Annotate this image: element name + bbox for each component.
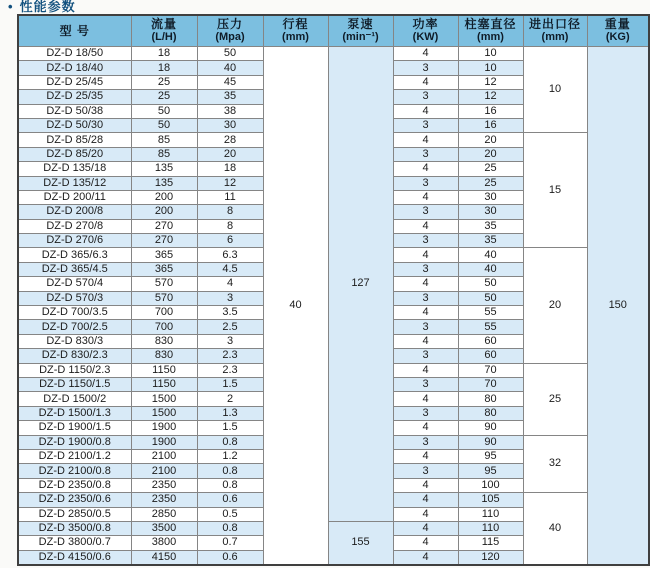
column-header-unit: (mm): [541, 31, 569, 43]
cell-plunger-diameter: 25: [458, 176, 523, 190]
cell-pressure: 2.5: [197, 320, 263, 334]
cell-flow: 570: [131, 291, 197, 305]
cell-model: DZ-D 570/4: [18, 277, 131, 291]
cell-plunger-diameter: 16: [458, 104, 523, 118]
cell-model: DZ-D 85/20: [18, 147, 131, 161]
cell-model: DZ-D 270/6: [18, 234, 131, 248]
cell-power: 3: [393, 291, 458, 305]
column-header-flow: [131, 15, 197, 47]
cell-pressure: 2.3: [197, 363, 263, 377]
cell-plunger-diameter: 50: [458, 291, 523, 305]
column-header-label: 型 号: [59, 23, 90, 38]
cell-pressure: 3: [197, 291, 263, 305]
cell-pressure: 50: [197, 47, 263, 61]
cell-model: DZ-D 1150/1.5: [18, 377, 131, 391]
column-header-stroke: [263, 15, 328, 47]
cell-model: DZ-D 3500/0.8: [18, 521, 131, 535]
cell-pressure: 38: [197, 104, 263, 118]
column-header-label: 流量: [150, 17, 177, 31]
column-header-unit: (mm): [282, 31, 309, 43]
column-header-label: 泵速: [347, 17, 374, 31]
cell-plunger-diameter: 50: [458, 277, 523, 291]
cell-flow: 3800: [131, 536, 197, 550]
cell-flow: 570: [131, 277, 197, 291]
column-header-power: [393, 15, 458, 47]
cell-pressure: 0.8: [197, 464, 263, 478]
cell-power: 4: [393, 133, 458, 147]
cell-model: DZ-D 85/28: [18, 133, 131, 147]
cell-flow: 25: [131, 75, 197, 89]
cell-flow: 270: [131, 219, 197, 233]
cell-flow: 1150: [131, 363, 197, 377]
cell-flow: 270: [131, 234, 197, 248]
cell-power: 3: [393, 61, 458, 75]
cell-power: 3: [393, 118, 458, 132]
cell-plunger-diameter: 12: [458, 90, 523, 104]
cell-plunger-diameter: 90: [458, 435, 523, 449]
cell-flow: 4150: [131, 550, 197, 565]
cell-plunger-diameter: 20: [458, 133, 523, 147]
cell-pressure: 20: [197, 147, 263, 161]
cell-pressure: 28: [197, 133, 263, 147]
cell-pressure: 1.2: [197, 449, 263, 463]
cell-pressure: 4: [197, 277, 263, 291]
cell-inlet-outlet: 25: [523, 363, 587, 435]
cell-pressure: 8: [197, 205, 263, 219]
cell-pressure: 1.3: [197, 406, 263, 420]
cell-model: DZ-D 18/40: [18, 61, 131, 75]
cell-power: 3: [393, 349, 458, 363]
cell-model: DZ-D 135/12: [18, 176, 131, 190]
cell-model: DZ-D 365/4.5: [18, 262, 131, 276]
cell-flow: 2100: [131, 464, 197, 478]
cell-pressure: 0.8: [197, 521, 263, 535]
cell-model: DZ-D 25/35: [18, 90, 131, 104]
cell-pressure: 0.8: [197, 435, 263, 449]
cell-power: 4: [393, 550, 458, 565]
cell-power: 4: [393, 493, 458, 507]
cell-flow: 85: [131, 147, 197, 161]
column-header-label: 进出口径: [528, 17, 581, 31]
cell-power: 3: [393, 262, 458, 276]
cell-plunger-diameter: 95: [458, 464, 523, 478]
cell-flow: 200: [131, 205, 197, 219]
column-header-model: [18, 15, 131, 47]
page-title: [8, 0, 76, 14]
cell-plunger-diameter: 55: [458, 306, 523, 320]
cell-plunger-diameter: 115: [458, 536, 523, 550]
cell-flow: 700: [131, 306, 197, 320]
cell-pressure: 0.5: [197, 507, 263, 521]
cell-flow: 1150: [131, 377, 197, 391]
cell-power: 4: [393, 421, 458, 435]
cell-model: DZ-D 2350/0.6: [18, 493, 131, 507]
cell-model: DZ-D 3800/0.7: [18, 536, 131, 550]
cell-plunger-diameter: 55: [458, 320, 523, 334]
cell-flow: 2100: [131, 449, 197, 463]
cell-flow: 50: [131, 118, 197, 132]
cell-power: 4: [393, 536, 458, 550]
cell-flow: 2350: [131, 493, 197, 507]
cell-power: 3: [393, 406, 458, 420]
cell-model: DZ-D 1150/2.3: [18, 363, 131, 377]
cell-plunger-diameter: 12: [458, 75, 523, 89]
cell-flow: 700: [131, 320, 197, 334]
cell-plunger-diameter: 80: [458, 406, 523, 420]
cell-power: 4: [393, 392, 458, 406]
cell-model: DZ-D 830/2.3: [18, 349, 131, 363]
cell-pressure: 6: [197, 234, 263, 248]
cell-flow: 3500: [131, 521, 197, 535]
cell-plunger-diameter: 10: [458, 47, 523, 61]
cell-power: 3: [393, 435, 458, 449]
cell-flow: 18: [131, 47, 197, 61]
column-header-unit: (min⁻¹): [342, 31, 379, 43]
cell-plunger-diameter: 30: [458, 190, 523, 204]
cell-flow: 2850: [131, 507, 197, 521]
cell-model: DZ-D 200/8: [18, 205, 131, 219]
cell-power: 4: [393, 306, 458, 320]
cell-plunger-diameter: 95: [458, 449, 523, 463]
cell-flow: 1900: [131, 421, 197, 435]
cell-flow: 1500: [131, 406, 197, 420]
cell-power: 4: [393, 47, 458, 61]
cell-model: DZ-D 830/3: [18, 334, 131, 348]
cell-power: 4: [393, 219, 458, 233]
cell-power: 4: [393, 248, 458, 262]
cell-power: 3: [393, 234, 458, 248]
cell-power: 4: [393, 190, 458, 204]
cell-plunger-diameter: 30: [458, 205, 523, 219]
cell-model: DZ-D 50/38: [18, 104, 131, 118]
cell-model: DZ-D 1500/1.3: [18, 406, 131, 420]
cell-plunger-diameter: 20: [458, 147, 523, 161]
cell-model: DZ-D 570/3: [18, 291, 131, 305]
cell-plunger-diameter: 70: [458, 363, 523, 377]
cell-plunger-diameter: 35: [458, 234, 523, 248]
cell-pressure: 4.5: [197, 262, 263, 276]
cell-inlet-outlet: 10: [523, 47, 587, 133]
cell-pressure: 8: [197, 219, 263, 233]
cell-plunger-diameter: 100: [458, 478, 523, 492]
cell-model: DZ-D 700/2.5: [18, 320, 131, 334]
cell-model: DZ-D 2850/0.5: [18, 507, 131, 521]
cell-power: 3: [393, 176, 458, 190]
cell-flow: 365: [131, 262, 197, 276]
cell-power: 4: [393, 507, 458, 521]
cell-pressure: 0.6: [197, 493, 263, 507]
cell-plunger-diameter: 120: [458, 550, 523, 565]
cell-plunger-diameter: 16: [458, 118, 523, 132]
cell-flow: 2350: [131, 478, 197, 492]
cell-flow: 200: [131, 190, 197, 204]
cell-pump-speed: 155: [328, 521, 393, 565]
cell-plunger-diameter: 10: [458, 61, 523, 75]
cell-model: DZ-D 25/45: [18, 75, 131, 89]
column-header-label: 压力: [216, 17, 243, 31]
cell-flow: 135: [131, 162, 197, 176]
cell-pressure: 6.3: [197, 248, 263, 262]
cell-power: 4: [393, 521, 458, 535]
cell-model: DZ-D 2100/0.8: [18, 464, 131, 478]
cell-model: DZ-D 1900/1.5: [18, 421, 131, 435]
cell-power: 4: [393, 162, 458, 176]
cell-power: 4: [393, 363, 458, 377]
cell-plunger-diameter: 40: [458, 248, 523, 262]
cell-power: 3: [393, 320, 458, 334]
cell-pressure: 0.8: [197, 478, 263, 492]
cell-flow: 18: [131, 61, 197, 75]
cell-pressure: 45: [197, 75, 263, 89]
cell-model: DZ-D 200/11: [18, 190, 131, 204]
bullet-icon: •: [8, 0, 14, 14]
column-header-weight: [587, 15, 649, 47]
cell-pressure: 3: [197, 334, 263, 348]
cell-flow: 25: [131, 90, 197, 104]
cell-pressure: 11: [197, 190, 263, 204]
column-header-unit: (KW): [412, 31, 439, 43]
column-header-inlet-outlet: [523, 15, 587, 47]
cell-inlet-outlet: 15: [523, 133, 587, 248]
cell-flow: 830: [131, 349, 197, 363]
cell-pressure: 3.5: [197, 306, 263, 320]
cell-plunger-diameter: 25: [458, 162, 523, 176]
cell-power: 4: [393, 449, 458, 463]
column-header-label: 重量: [604, 17, 631, 31]
cell-pressure: 2.3: [197, 349, 263, 363]
cell-plunger-diameter: 60: [458, 349, 523, 363]
cell-power: 3: [393, 377, 458, 391]
column-header-plunger-dia: [458, 15, 523, 47]
cell-power: 4: [393, 75, 458, 89]
cell-flow: 830: [131, 334, 197, 348]
cell-inlet-outlet: 32: [523, 435, 587, 493]
column-header-unit: (KG): [605, 31, 630, 43]
cell-stroke: 40: [263, 47, 328, 566]
cell-model: DZ-D 365/6.3: [18, 248, 131, 262]
cell-pressure: 35: [197, 90, 263, 104]
cell-plunger-diameter: 35: [458, 219, 523, 233]
column-header-unit: (L/H): [151, 31, 177, 43]
cell-power: 3: [393, 90, 458, 104]
cell-pressure: 12: [197, 176, 263, 190]
cell-plunger-diameter: 110: [458, 507, 523, 521]
cell-plunger-diameter: 40: [458, 262, 523, 276]
cell-flow: 50: [131, 104, 197, 118]
cell-pressure: 2: [197, 392, 263, 406]
cell-pressure: 0.6: [197, 550, 263, 565]
column-header-label: 行程: [282, 17, 309, 31]
cell-model: DZ-D 2350/0.8: [18, 478, 131, 492]
cell-power: 3: [393, 205, 458, 219]
cell-flow: 85: [131, 133, 197, 147]
cell-model: DZ-D 135/18: [18, 162, 131, 176]
cell-model: DZ-D 270/8: [18, 219, 131, 233]
cell-power: 3: [393, 147, 458, 161]
table-body: [18, 47, 649, 566]
cell-flow: 1900: [131, 435, 197, 449]
cell-power: 4: [393, 104, 458, 118]
cell-pressure: 0.7: [197, 536, 263, 550]
cell-model: DZ-D 1500/2: [18, 392, 131, 406]
cell-weight: 150: [587, 47, 649, 566]
cell-plunger-diameter: 105: [458, 493, 523, 507]
cell-model: DZ-D 2100/1.2: [18, 449, 131, 463]
cell-power: 4: [393, 478, 458, 492]
column-header-unit: (mm): [477, 31, 504, 43]
column-header-pump-speed: [328, 15, 393, 47]
cell-model: DZ-D 1900/0.8: [18, 435, 131, 449]
cell-pressure: 1.5: [197, 421, 263, 435]
column-header-unit: (Mpa): [215, 31, 245, 43]
column-header-pressure: [197, 15, 263, 47]
table-row: [18, 47, 649, 61]
cell-plunger-diameter: 80: [458, 392, 523, 406]
cell-model: DZ-D 700/3.5: [18, 306, 131, 320]
cell-power: 4: [393, 277, 458, 291]
column-header-label: 柱塞直径: [464, 17, 517, 31]
cell-plunger-diameter: 110: [458, 521, 523, 535]
cell-pressure: 40: [197, 61, 263, 75]
cell-model: DZ-D 50/30: [18, 118, 131, 132]
cell-flow: 1500: [131, 392, 197, 406]
table-header: [18, 15, 649, 47]
cell-power: 4: [393, 334, 458, 348]
cell-pump-speed: 127: [328, 47, 393, 522]
cell-model: DZ-D 18/50: [18, 47, 131, 61]
performance-table: [17, 14, 650, 566]
cell-plunger-diameter: 60: [458, 334, 523, 348]
cell-flow: 365: [131, 248, 197, 262]
cell-pressure: 30: [197, 118, 263, 132]
cell-flow: 135: [131, 176, 197, 190]
cell-model: DZ-D 4150/0.6: [18, 550, 131, 565]
header-row: [18, 15, 649, 47]
cell-pressure: 1.5: [197, 377, 263, 391]
cell-inlet-outlet: 40: [523, 493, 587, 565]
cell-plunger-diameter: 90: [458, 421, 523, 435]
cell-inlet-outlet: 20: [523, 248, 587, 363]
cell-plunger-diameter: 70: [458, 377, 523, 391]
cell-power: 3: [393, 464, 458, 478]
page-title-text: 性能参数: [19, 0, 76, 14]
column-header-label: 功率: [412, 17, 439, 31]
cell-pressure: 18: [197, 162, 263, 176]
